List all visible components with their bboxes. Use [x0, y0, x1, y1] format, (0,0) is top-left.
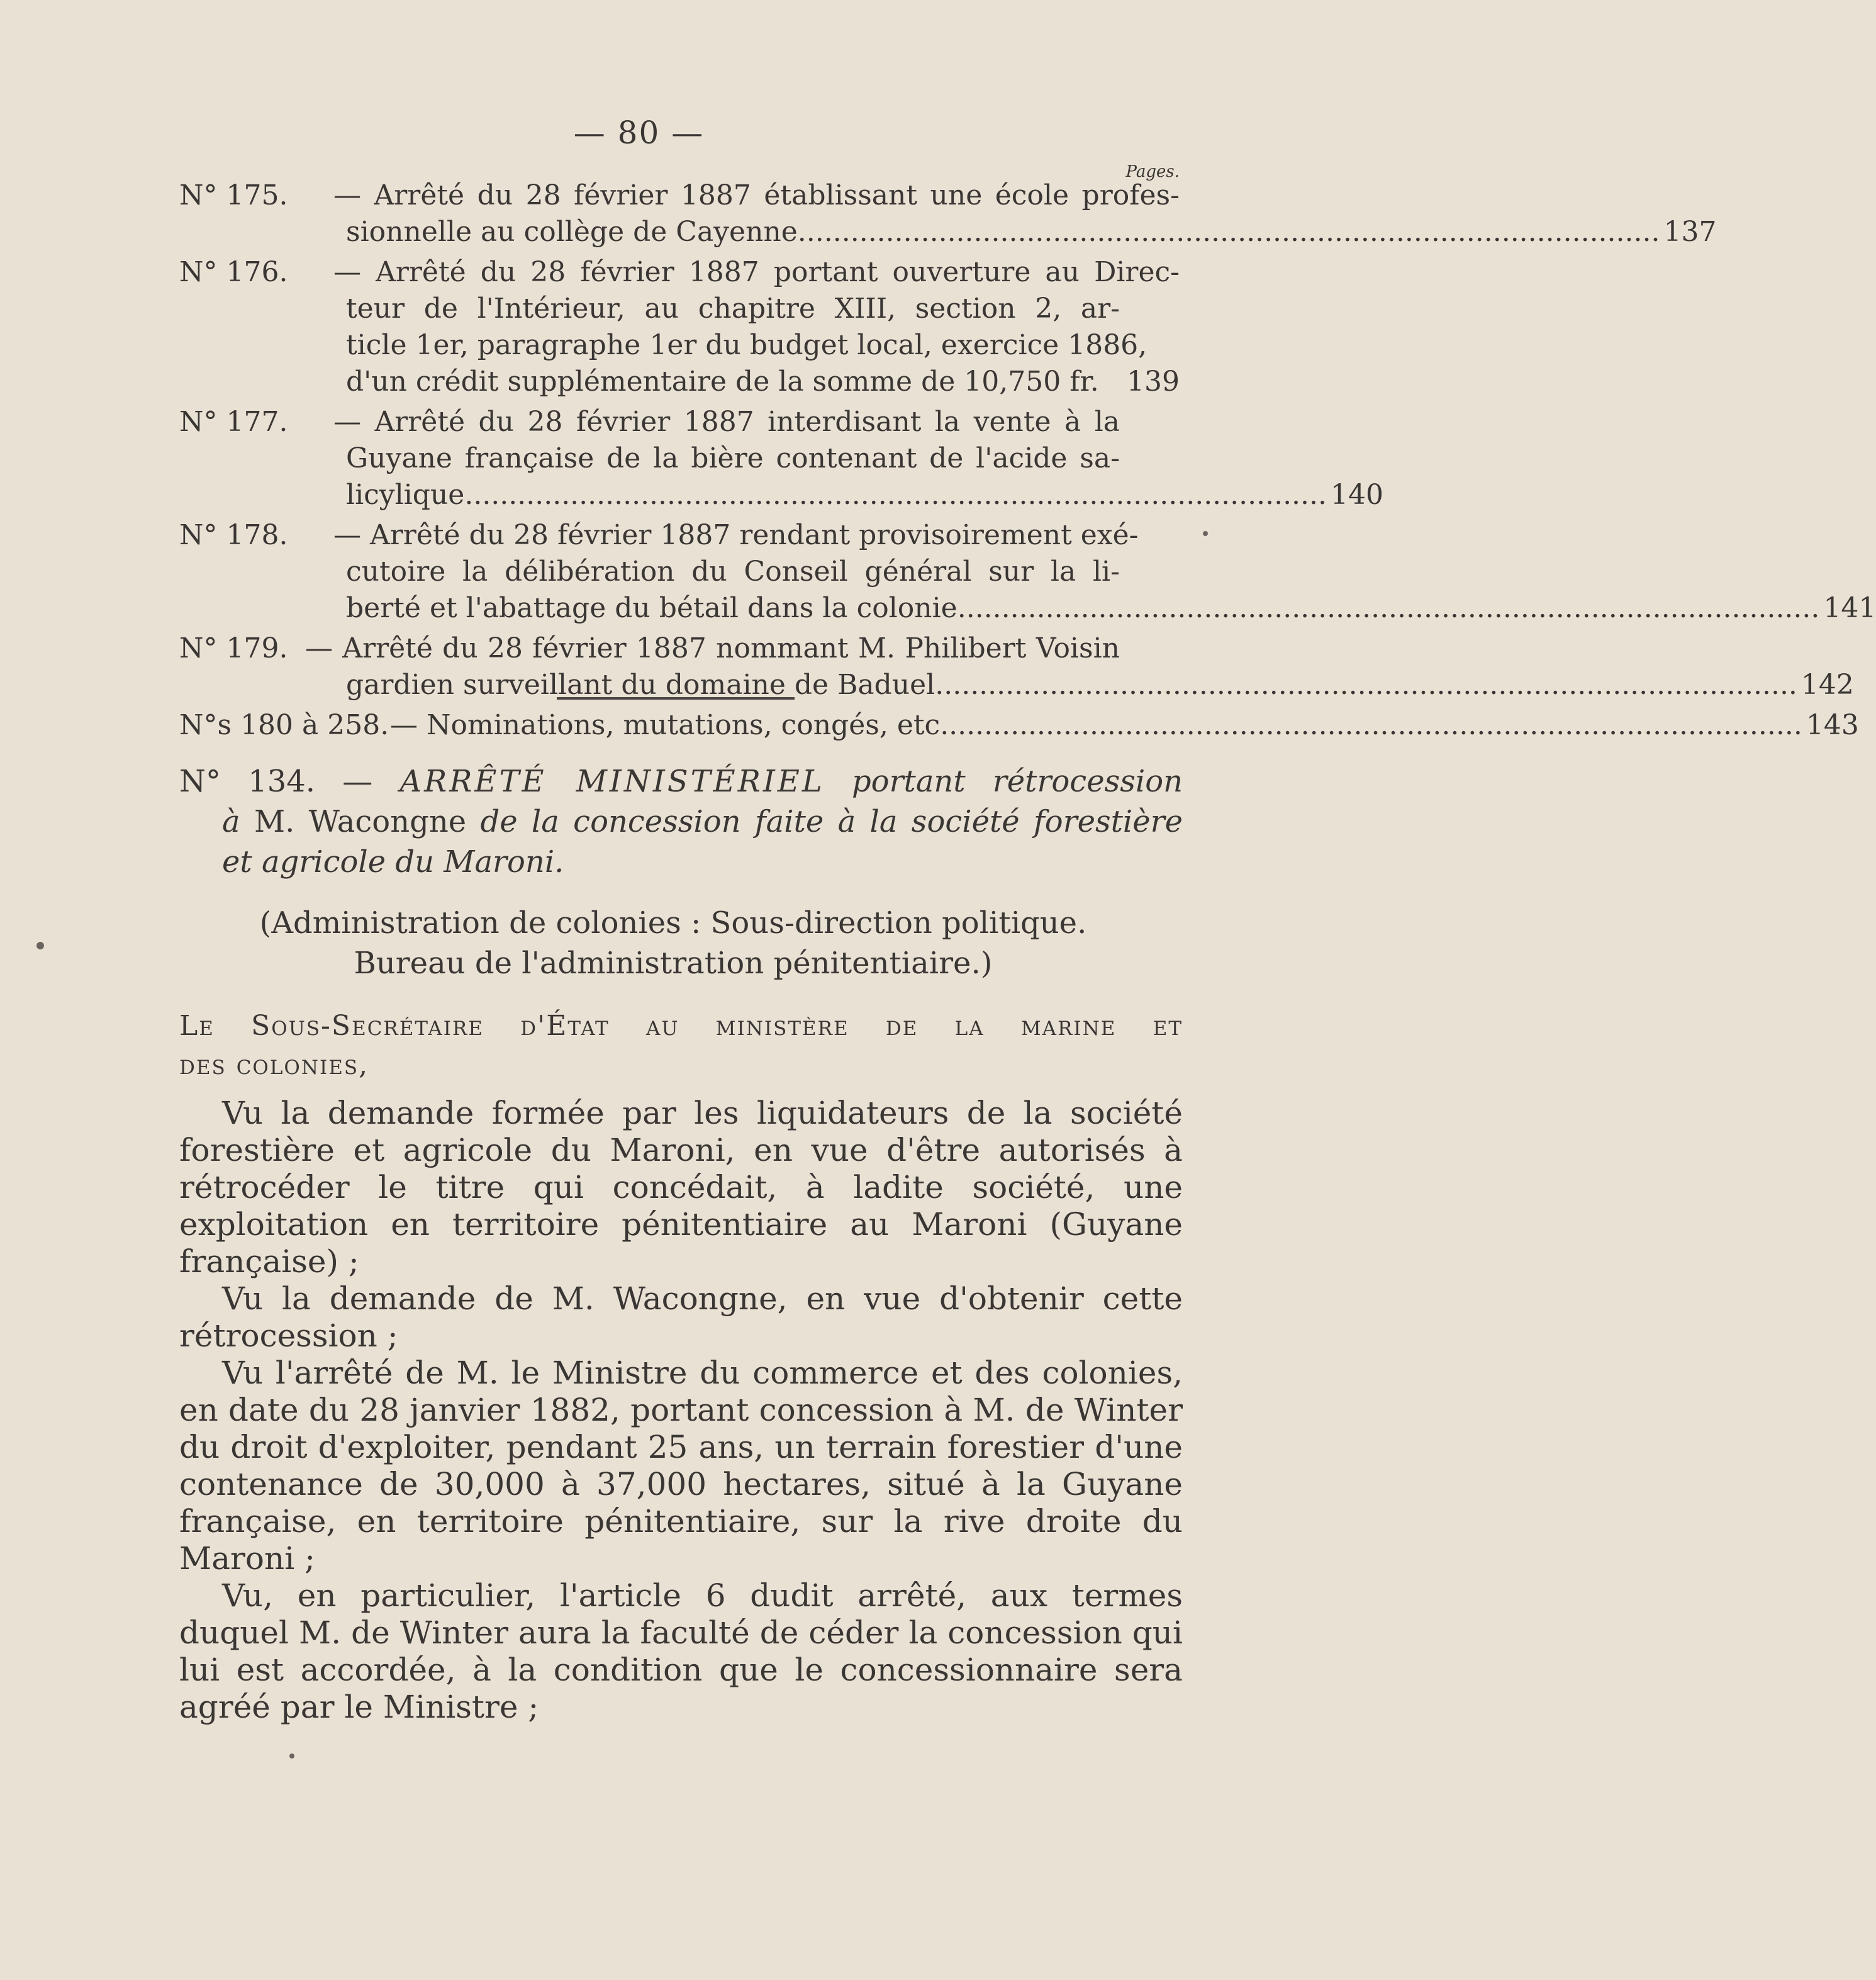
dot-leader: .................................................................................................. — [464, 479, 1327, 511]
toc-entry-page: 143 — [1806, 709, 1859, 741]
toc-entry-line: licylique — [346, 479, 465, 511]
toc-entry-page: 140 — [1331, 479, 1383, 511]
toc-entry — [179, 177, 1717, 250]
dot-leader: .................................................................................................. — [940, 709, 1802, 741]
table-of-contents — [179, 177, 1876, 747]
toc-entry-line: ticle 1er, paragraphe 1er du budget local, exercice 1886, — [346, 329, 1147, 361]
considerant-paragraph: Vu la demande formée par les liquidateurs de la société forestière et agricole du Maroni, en vue d'être autorisés à rétrocéder le titre qui concédait, à ladite société, une exploitation en territoire pénitentiaire au Maroni (Guyane française) ; — [179, 1095, 1183, 1280]
page-number: — 80 — — [573, 115, 705, 151]
toc-entry-page: 137 — [1663, 216, 1717, 248]
minister-heading: Le Sous-Secrétaire d'État au ministère de la marine et des colonies, — [179, 1010, 1183, 1081]
toc-entry-number: N° 176. — [179, 256, 288, 288]
toc-entry-number: N° 179. — [179, 632, 288, 664]
toc-entry-line: Guyane française de la bière contenant de l'acide sa- — [346, 442, 1120, 474]
toc-entry — [179, 517, 1876, 627]
considerant-paragraph: Vu l'arrêté de M. le Ministre du commerce et des colonies, en date du 28 janvier 1882, portant concession à M. de Winter du droit d'exploiter, pendant 25 ans, un terrain forestier d'une contenance de 30,000 à 37,000 hectares, situé à la Guyane française, en territoire pénitentiaire, sur la rive droite du Maroni ; — [179, 1355, 1183, 1577]
decree-title-caps: ARRÊTÉ MINISTÉRIEL — [399, 764, 825, 799]
toc-entry — [179, 707, 1859, 744]
toc-entry-number: N° 175. — [179, 179, 288, 211]
administration-note: (Administration de colonies : Sous-direction politique. Bureau de l'administration pénitentiaire.) — [259, 905, 1087, 981]
considerant-paragraph: Vu la demande de M. Wacongne, en vue d'obtenir cette rétrocession ; — [179, 1280, 1183, 1354]
toc-entry-line: — Arrêté du 28 février 1887 portant ouverture au Direc- — [333, 256, 1180, 288]
toc-entry — [179, 404, 1383, 513]
toc-entry — [179, 630, 1854, 703]
toc-entry-number: N° 177. — [179, 406, 288, 438]
toc-entry-page: 142 — [1801, 669, 1854, 701]
dot-leader: .................................................................................................. — [797, 216, 1660, 248]
toc-entry-number: N°s 180 à 258. — [179, 709, 389, 741]
toc-entry-line: teur de l'Intérieur, au chapitre XIII, section 2, ar- — [346, 293, 1120, 325]
toc-entry-page: 139 — [1127, 366, 1180, 398]
toc-entry-line: d'un crédit supplémentaire de la somme de 10,750 fr. — [346, 366, 1099, 398]
decree-heading: N° 134. — ARRÊTÉ MINISTÉRIEL portant rétrocession à M. Wacongne de la concession faite à la société forestière et agricole du Maroni. — [179, 764, 1183, 880]
toc-entry-line: cutoire la délibération du Conseil général sur la li- — [346, 556, 1120, 588]
decree-body — [179, 1095, 1183, 1726]
paper-speck — [36, 942, 44, 949]
toc-entry-line: gardien surveillant du domaine de Baduel — [346, 669, 935, 701]
toc-entry-line: — Nominations, mutations, congés, etc — [390, 709, 941, 741]
toc-entry-line: berté et l'abattage du bétail dans la colonie — [346, 592, 958, 624]
dot-leader: .................................................................................................. — [935, 669, 1797, 701]
paper-speck — [1203, 531, 1208, 536]
toc-entry-page: 141 — [1823, 592, 1876, 624]
toc-entry — [179, 254, 1180, 400]
decree-title-text: portant rétrocession — [851, 764, 1183, 799]
decree-number: N° 134. — [179, 764, 316, 799]
considerant-paragraph: Vu, en particulier, l'article 6 dudit arrêté, aux termes duquel M. de Winter aura la faculté de céder la concession qui lui est accordée, à la condition que le concessionnaire sera agréé par le Ministre ; — [179, 1577, 1183, 1725]
toc-entry-line: — Arrêté du 28 février 1887 nommant M. Philibert Voisin — [305, 632, 1120, 664]
toc-entry-line: — Arrêté du 28 février 1887 rendant provisoirement exé- — [333, 519, 1139, 551]
toc-entry-number: N° 178. — [179, 519, 288, 551]
toc-entry-line: — Arrêté du 28 février 1887 établissant une école profes- — [333, 179, 1180, 211]
toc-entry-line: — Arrêté du 28 février 1887 interdisant la vente à la — [333, 406, 1120, 438]
section-divider — [557, 697, 795, 700]
paper-speck — [289, 1753, 294, 1759]
pages-column-label: Pages. — [1125, 162, 1180, 181]
toc-entry-line: sionnelle au collège de Cayenne — [346, 216, 798, 248]
dot-leader: .................................................................................................. — [957, 592, 1820, 624]
